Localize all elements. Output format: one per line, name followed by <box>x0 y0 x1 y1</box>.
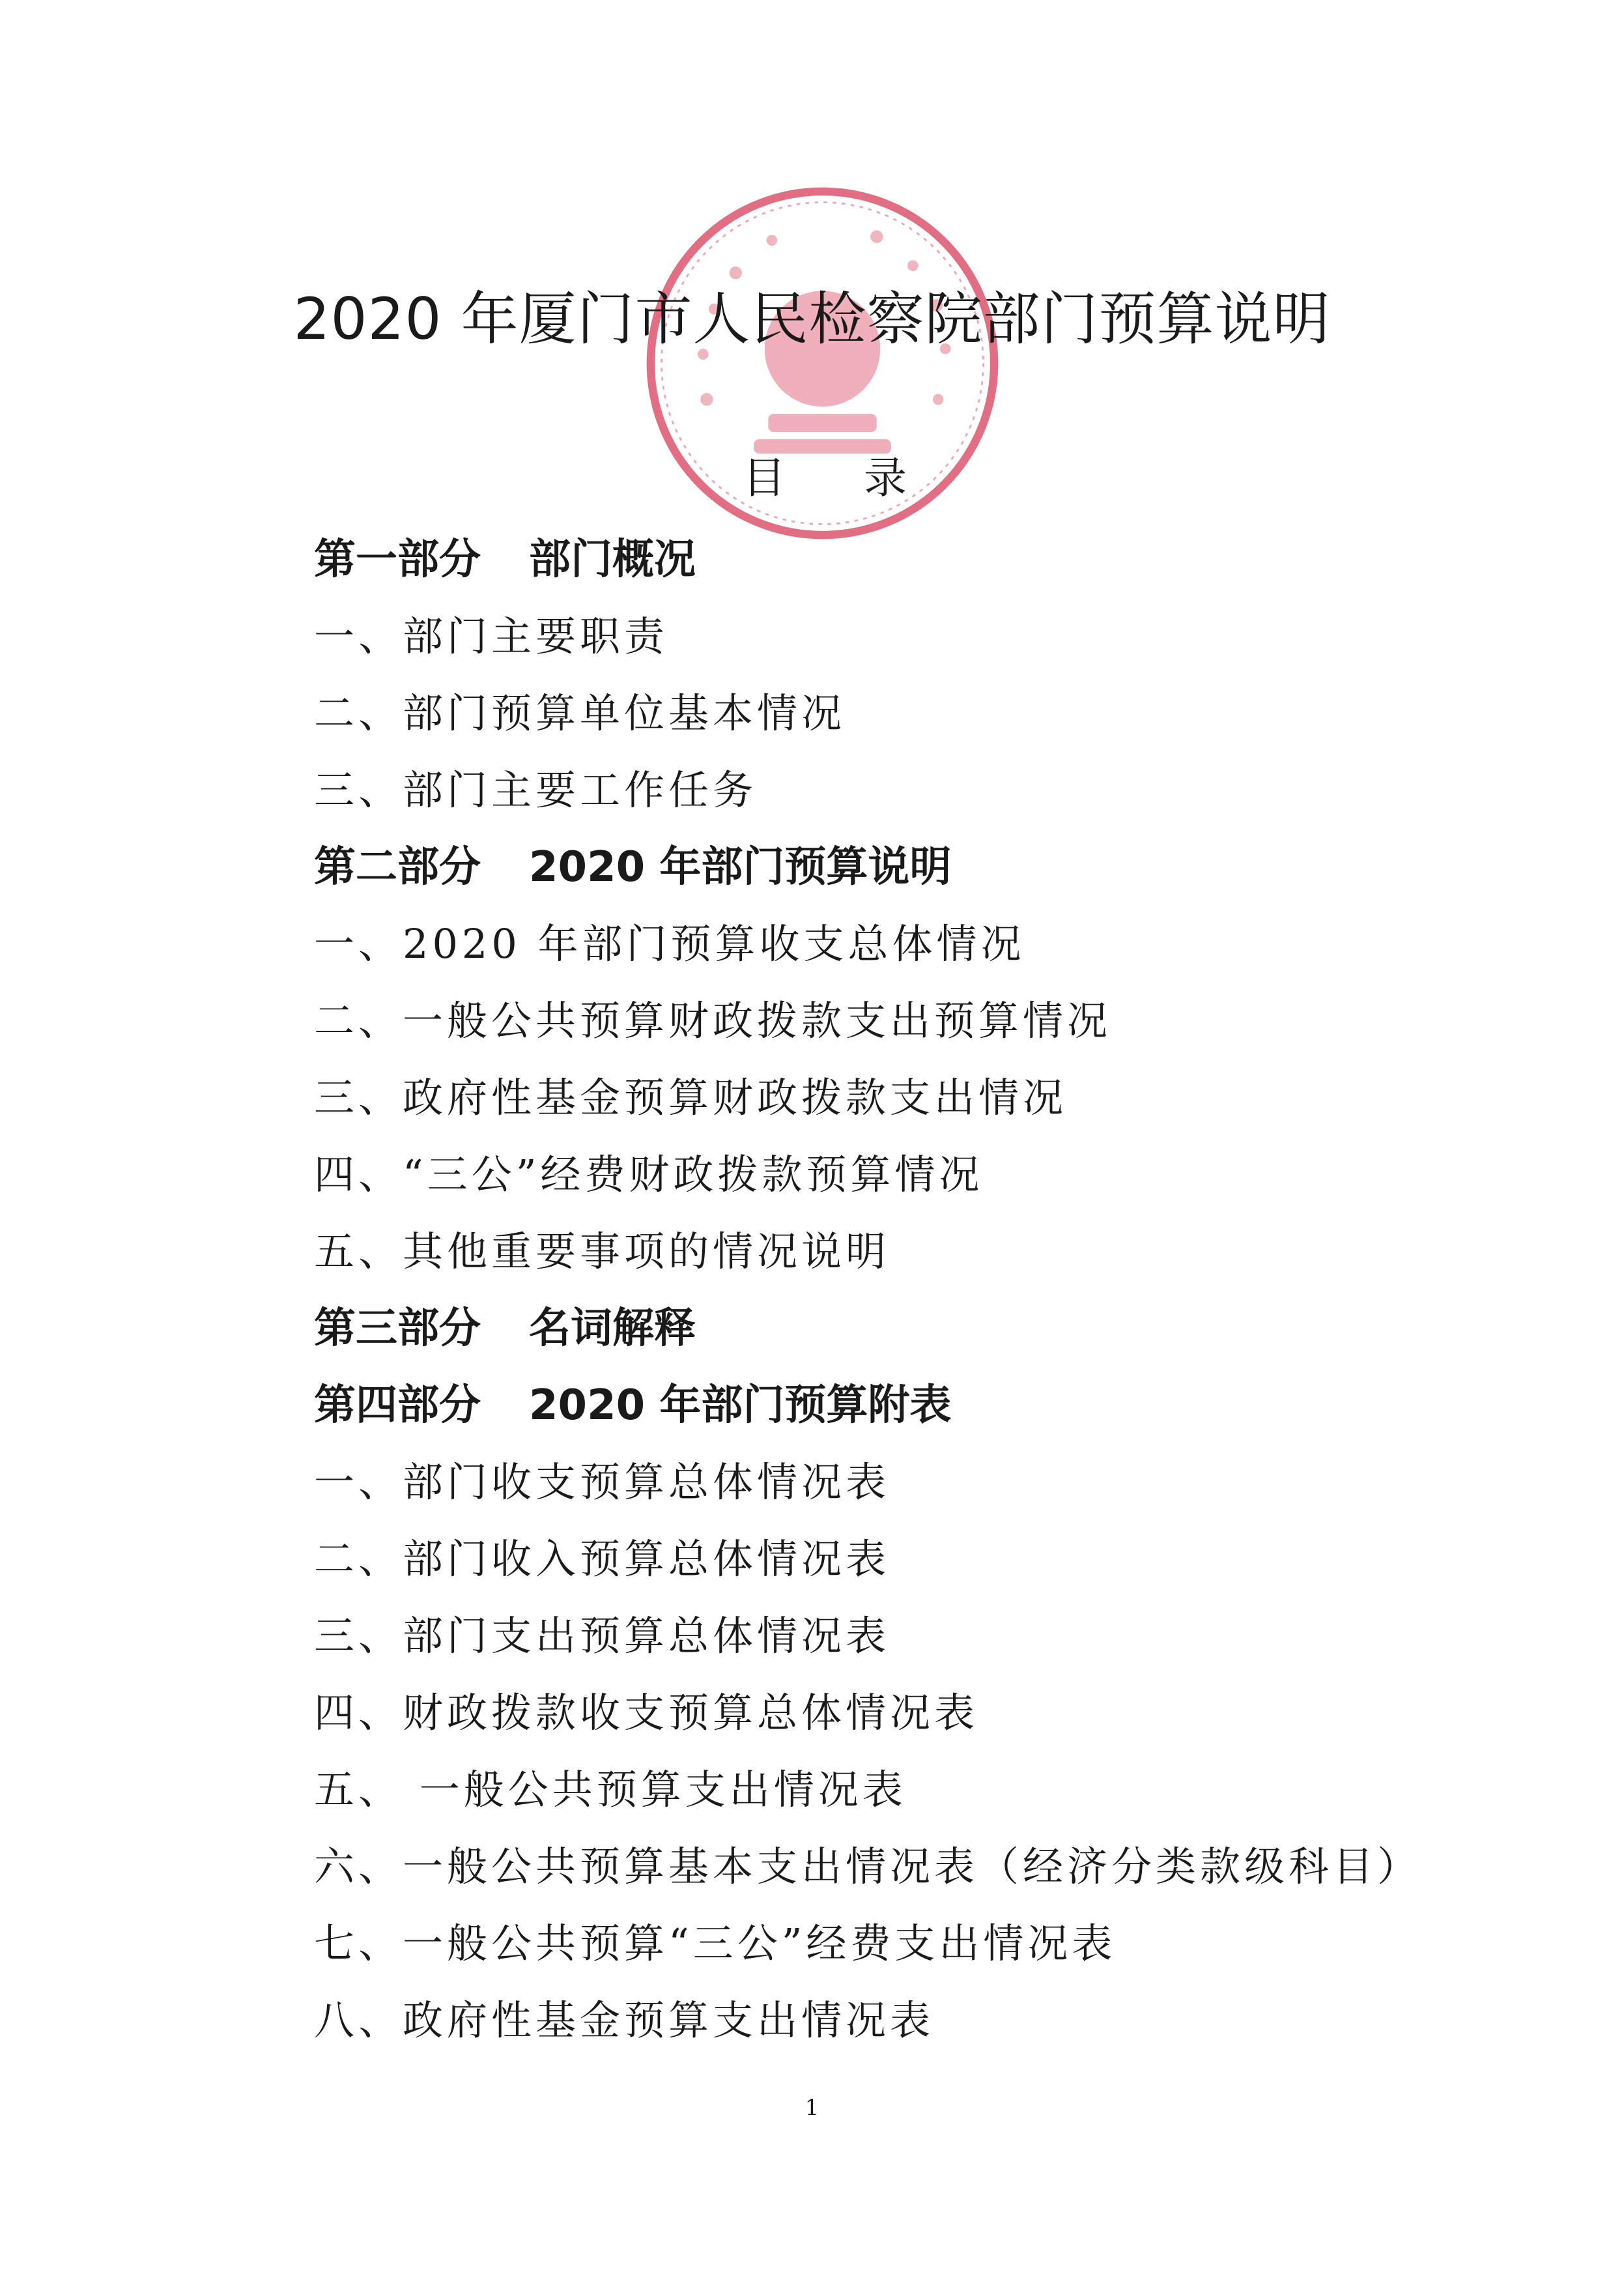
toc-item[interactable]: 二、部门预算单位基本情况 <box>314 689 846 737</box>
document-title: 2020 年厦门市人民检察院部门预算说明 <box>293 285 1331 352</box>
toc-item[interactable]: 六、一般公共预算基本支出情况表（经济分类款级科目） <box>314 1843 1422 1890</box>
toc-item[interactable]: 四、财政拨款收支预算总体情况表 <box>314 1689 979 1736</box>
toc-item[interactable]: 一、部门收支预算总体情况表 <box>314 1458 890 1506</box>
toc-part-label: 第二部分 <box>314 843 481 891</box>
toc-item[interactable]: 三、政府性基金预算财政拨款支出情况 <box>314 1074 1068 1121</box>
toc-item[interactable]: 五、其他重要事项的情况说明 <box>314 1228 890 1275</box>
page-number: 1 <box>805 2095 819 2121</box>
toc-item[interactable]: 一、部门主要职责 <box>314 612 669 660</box>
toc-item[interactable]: 五、 一般公共预算支出情况表 <box>314 1766 907 1813</box>
toc-part-2[interactable] <box>314 829 1552 906</box>
toc-part-title: 名词解释 <box>529 1304 696 1353</box>
toc-part-title: 部门概况 <box>529 536 696 584</box>
toc-item[interactable]: 四、“三公”经费财政拨款预算情况 <box>314 1151 984 1198</box>
toc-heading: 目录 <box>743 453 985 503</box>
toc-part-label: 第三部分 <box>314 1304 481 1353</box>
toc-part-1[interactable] <box>314 521 1552 598</box>
toc-item[interactable]: 三、部门支出预算总体情况表 <box>314 1612 890 1660</box>
toc-part-title: 2020 年部门预算说明 <box>529 843 952 891</box>
toc-part-label: 第一部分 <box>314 536 481 584</box>
toc-item[interactable]: 一、2020 年部门预算收支总体情况 <box>314 920 1025 968</box>
table-of-contents <box>314 521 1552 2059</box>
toc-part-label: 第四部分 <box>314 1381 481 1430</box>
toc-part-title: 2020 年部门预算附表 <box>529 1381 952 1430</box>
toc-item[interactable]: 二、部门收入预算总体情况表 <box>314 1535 890 1583</box>
toc-part-3[interactable] <box>314 1290 1552 1367</box>
toc-item[interactable]: 二、一般公共预算财政拨款支出预算情况 <box>314 997 1112 1044</box>
toc-item[interactable]: 八、政府性基金预算支出情况表 <box>314 1996 935 2044</box>
toc-item[interactable]: 三、部门主要工作任务 <box>314 766 758 814</box>
toc-item[interactable]: 七、一般公共预算“三公”经费支出情况表 <box>314 1920 1117 1967</box>
toc-part-4[interactable] <box>314 1367 1552 1444</box>
